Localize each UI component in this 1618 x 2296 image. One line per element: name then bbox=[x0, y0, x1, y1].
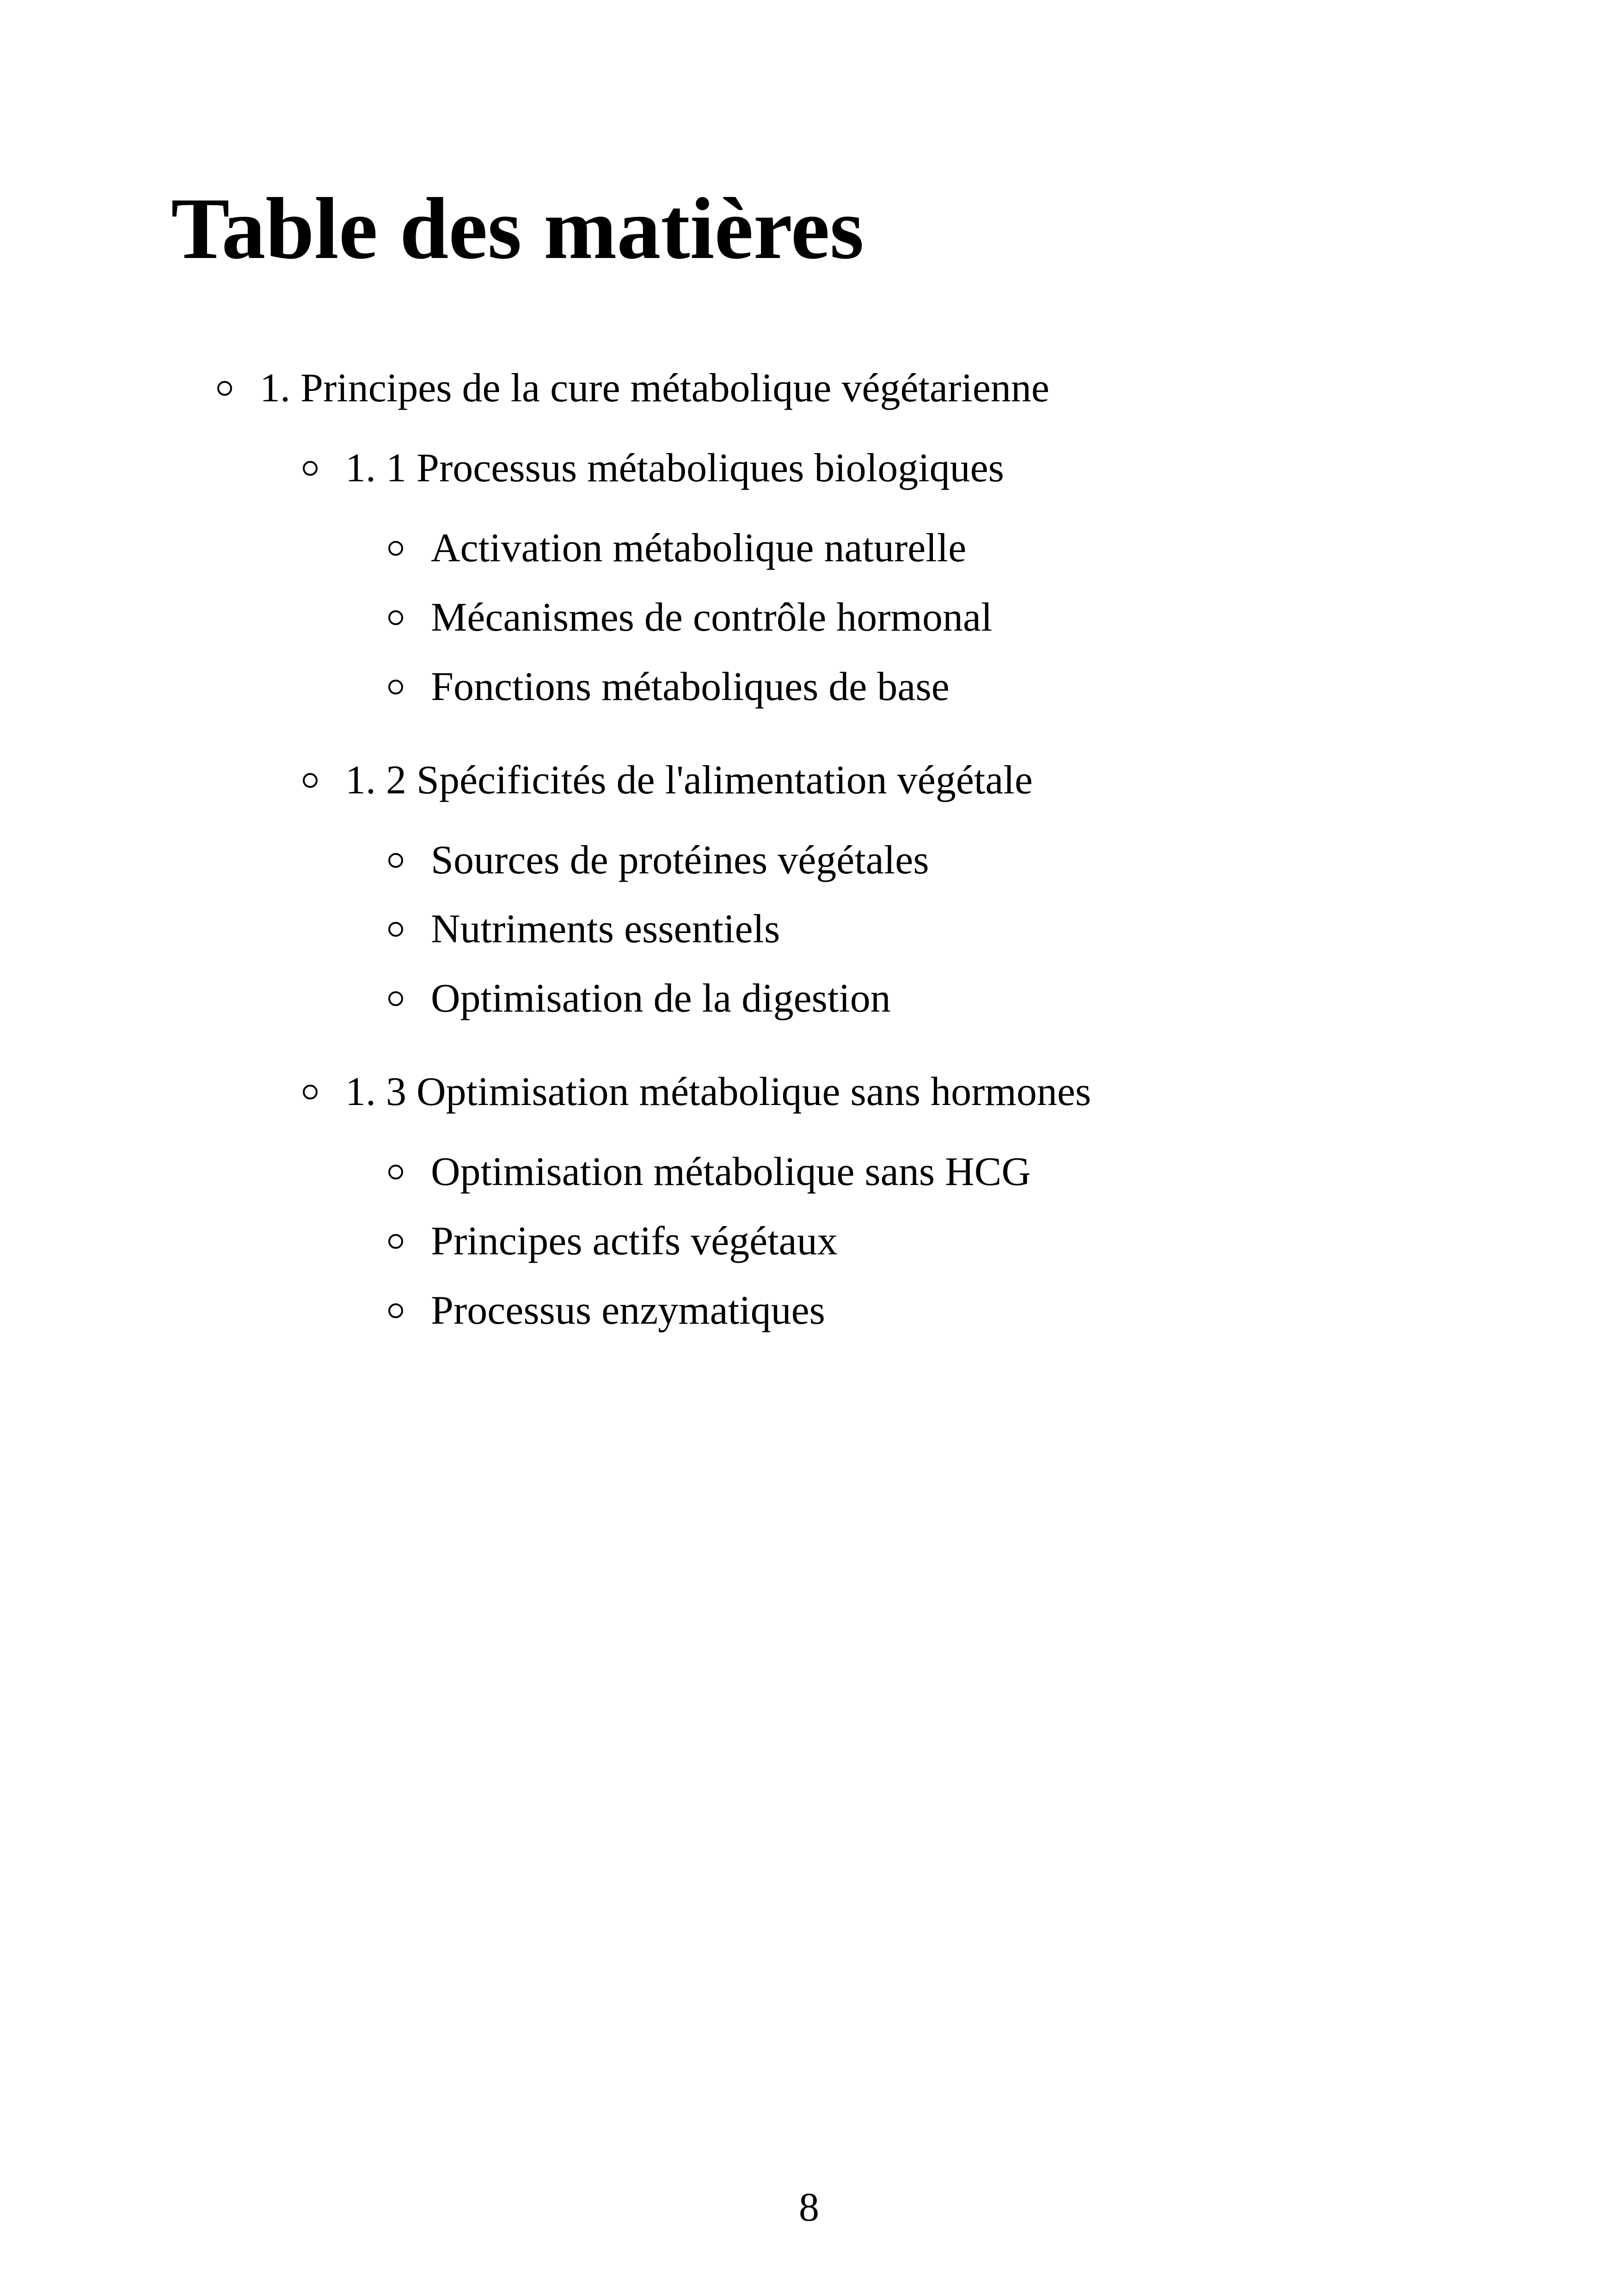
toc-item-label: Activation métabolique naturelle bbox=[431, 526, 967, 571]
toc-section-1-1[interactable] bbox=[303, 443, 1004, 494]
toc-item[interactable] bbox=[388, 973, 891, 1024]
page-number: 8 bbox=[799, 2185, 819, 2230]
toc-item[interactable] bbox=[388, 904, 780, 955]
toc-item[interactable] bbox=[388, 1147, 1031, 1197]
hollow-circle-bullet-icon bbox=[388, 610, 403, 625]
toc-section-label: 1. 2 Spécificités de l'alimentation végétale bbox=[345, 758, 1033, 803]
toc-section-1-3[interactable] bbox=[303, 1067, 1091, 1117]
toc-chapter-label: 1. Principes de la cure métabolique végétarienne bbox=[260, 366, 1049, 411]
hollow-circle-bullet-icon bbox=[388, 1234, 403, 1249]
toc-section-1-2[interactable] bbox=[303, 755, 1033, 806]
hollow-circle-bullet-icon bbox=[388, 1303, 403, 1318]
toc-section-label: 1. 1 Processus métaboliques biologiques bbox=[345, 446, 1004, 491]
toc-item[interactable] bbox=[388, 1285, 825, 1336]
hollow-circle-bullet-icon bbox=[388, 922, 403, 937]
hollow-circle-bullet-icon bbox=[217, 381, 232, 396]
toc-item[interactable] bbox=[388, 592, 993, 643]
toc-item[interactable] bbox=[388, 523, 967, 574]
toc-item[interactable] bbox=[388, 835, 929, 886]
hollow-circle-bullet-icon bbox=[388, 1165, 403, 1179]
hollow-circle-bullet-icon bbox=[303, 461, 318, 476]
toc-item[interactable] bbox=[388, 1216, 838, 1267]
hollow-circle-bullet-icon bbox=[388, 680, 403, 694]
hollow-circle-bullet-icon bbox=[388, 541, 403, 556]
toc-item-label: Optimisation métabolique sans HCG bbox=[431, 1149, 1031, 1194]
page-title: Table des matières bbox=[171, 180, 864, 277]
toc-item-label: Optimisation de la digestion bbox=[431, 976, 891, 1021]
toc-item-label: Nutriments essentiels bbox=[431, 907, 780, 952]
toc-item-label: Mécanismes de contrôle hormonal bbox=[431, 595, 993, 640]
toc-item-label: Fonctions métaboliques de base bbox=[431, 664, 950, 709]
toc-item-label: Sources de protéines végétales bbox=[431, 838, 929, 883]
toc-item-label: Processus enzymatiques bbox=[431, 1288, 825, 1333]
hollow-circle-bullet-icon bbox=[303, 773, 318, 788]
toc-section-label: 1. 3 Optimisation métabolique sans hormones bbox=[345, 1069, 1091, 1114]
toc-item-label: Principes actifs végétaux bbox=[431, 1219, 838, 1264]
hollow-circle-bullet-icon bbox=[388, 853, 403, 868]
hollow-circle-bullet-icon bbox=[303, 1085, 318, 1099]
toc-chapter-1[interactable] bbox=[217, 363, 1049, 414]
toc-item[interactable] bbox=[388, 662, 950, 712]
hollow-circle-bullet-icon bbox=[388, 991, 403, 1006]
